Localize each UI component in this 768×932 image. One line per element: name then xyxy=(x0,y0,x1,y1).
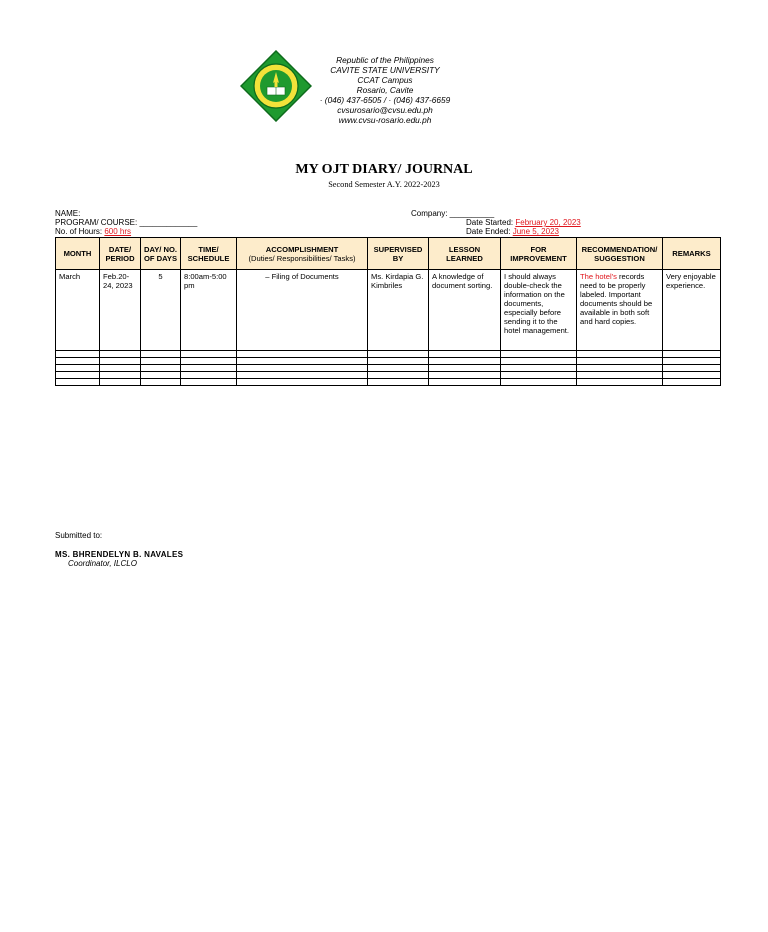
cell-days: 5 xyxy=(141,270,181,351)
date-started-value: February 20, 2023 xyxy=(515,218,581,227)
header-accomplishment-label: ACCOMPLISHMENT xyxy=(265,244,339,254)
header-supervised-by: SUPERVISED BY xyxy=(368,238,429,270)
header-lesson-learned: LESSON LEARNED xyxy=(429,238,501,270)
header-date-period: DATE/ PERIOD xyxy=(100,238,141,270)
recommendation-text: records need to be properly labeled. Important documents should be available in both soft and hard copies. xyxy=(580,272,653,326)
table-row xyxy=(56,372,721,379)
date-ended-label: Date Ended: xyxy=(466,227,513,236)
program-field: PROGRAM/ COURSE: _____________ xyxy=(55,218,198,227)
hours-label: No. of Hours: xyxy=(55,227,105,236)
table-row xyxy=(56,379,721,386)
coordinator-title: Coordinator, ILCLO xyxy=(68,559,137,568)
cell-remarks: Very enjoyable experience. xyxy=(663,270,721,351)
hours-value: 600 hrs xyxy=(104,227,132,236)
submitted-to-label: Submitted to: xyxy=(55,531,103,540)
cell-date: Feb.20-24, 2023 xyxy=(100,270,141,351)
cell-supervised: Ms. Kirdapia G. Kimbriles xyxy=(368,270,429,351)
coordinator-name: MS. BHRENDELYN B. NAVALES xyxy=(55,550,184,559)
header-accomplishment xyxy=(237,238,368,270)
date-started-label: Date Started: xyxy=(466,218,516,227)
header-month: MONTH xyxy=(56,238,100,270)
header-time-schedule: TIME/ SCHEDULE xyxy=(181,238,237,270)
table-row xyxy=(56,351,721,358)
recommendation-highlight: The hotel's xyxy=(580,272,617,281)
letterhead xyxy=(300,55,470,125)
letterhead-line: Rosario, Cavite xyxy=(356,85,414,95)
header-for-improvement: FOR IMPROVEMENT xyxy=(501,238,577,270)
letterhead-line: Republic of the Philippines xyxy=(336,55,434,65)
name-field: NAME: xyxy=(55,209,81,218)
company-field: Company: __________ xyxy=(411,209,495,218)
ojt-diary-table xyxy=(55,237,721,386)
table-row xyxy=(56,270,721,351)
header-days: DAY/ NO. OF DAYS xyxy=(141,238,181,270)
letterhead-line: CAVITE STATE UNIVERSITY xyxy=(330,65,440,75)
header-remarks: REMARKS xyxy=(663,238,721,270)
cell-recommendation xyxy=(577,270,663,351)
header-accomplishment-sub: (Duties/ Responsibilities/ Tasks) xyxy=(248,253,356,263)
letterhead-line: cvsurosario@cvsu.edu.ph xyxy=(337,105,433,115)
cell-improvement: I should always double-check the information on the documents, especially before sending it to the hotel management. xyxy=(501,270,577,351)
cell-time: 8:00am-5:00 pm xyxy=(181,270,237,351)
table-row xyxy=(56,365,721,372)
date-ended-value: June 5, 2023 xyxy=(512,227,559,236)
cell-lesson: A knowledge of document sorting. xyxy=(429,270,501,351)
letterhead-line: · (046) 437-6505 / · (046) 437-6659 xyxy=(319,95,451,105)
hours-field xyxy=(55,227,131,236)
cell-month: March xyxy=(56,270,100,351)
date-started-field xyxy=(466,218,581,227)
table-row xyxy=(56,358,721,365)
letterhead-line: CCAT Campus xyxy=(357,75,413,85)
letterhead-line: www.cvsu-rosario.edu.ph xyxy=(338,115,432,125)
header-recommendation: RECOMMENDATION/ SUGGESTION xyxy=(577,238,663,270)
document-title: MY OJT DIARY/ JOURNAL xyxy=(295,162,473,177)
document-subtitle: Second Semester A.Y. 2022-2023 xyxy=(328,180,440,189)
cell-accomplishment: – Filing of Documents xyxy=(237,270,368,351)
date-ended-field xyxy=(466,227,559,236)
table-header-row xyxy=(56,238,721,270)
